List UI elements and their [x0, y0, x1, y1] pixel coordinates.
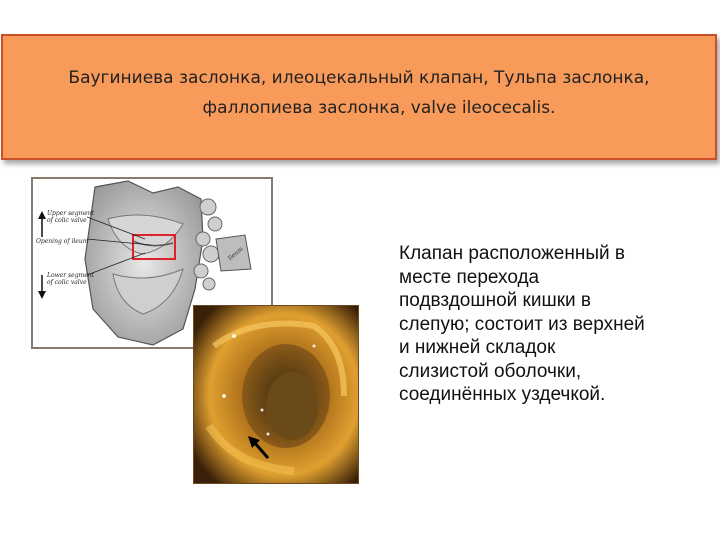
- endoscopy-photo: [193, 305, 359, 484]
- description-text: [399, 242, 719, 407]
- description-line: подвздошной кишки в: [399, 290, 592, 311]
- description-line: слизистой оболочки,: [399, 360, 582, 382]
- description-line: месте перехода: [399, 266, 540, 288]
- description-line: Клапан расположенный в: [399, 243, 625, 264]
- title-line-2: фаллопиева заслонка, valve ileocecalis.: [202, 98, 556, 118]
- title-banner: [1, 34, 717, 160]
- lower-segment-label-2: of colic valve: [47, 279, 87, 286]
- description-line: и нижней складок: [399, 337, 556, 358]
- upper-segment-label-2: of colic valve: [47, 217, 87, 224]
- opening-ileum-label: Opening of ileum: [36, 238, 89, 245]
- ileum-label: Ileum: [226, 245, 245, 262]
- description-line: слепую; состоит из верхней: [399, 313, 645, 335]
- description-line: соединённых уздечкой.: [399, 384, 606, 405]
- lower-segment-label-1: Lower segment: [47, 272, 95, 279]
- upper-segment-label-1: Upper segment: [47, 210, 95, 217]
- title-line-1: Баугиниева заслонка, илеоцекальный клапан, Тульпа заслонка,: [68, 68, 650, 88]
